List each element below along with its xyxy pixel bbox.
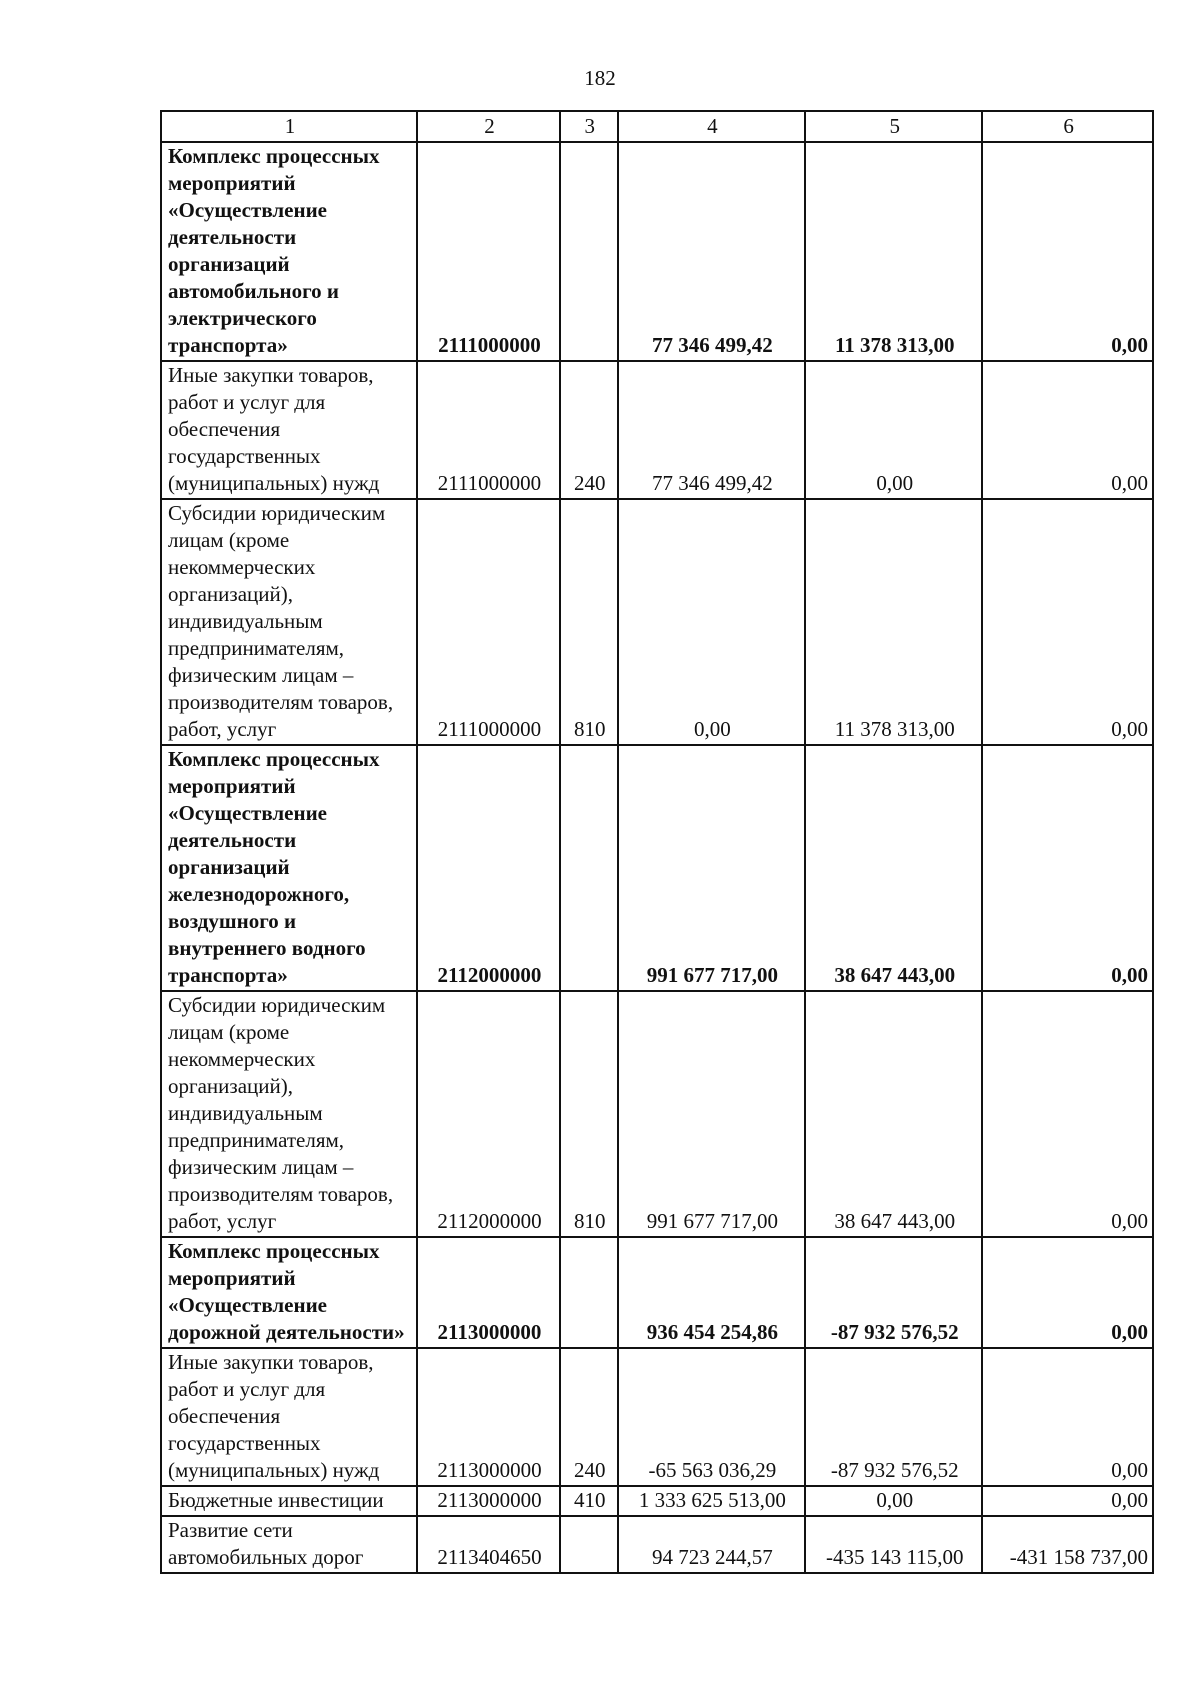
- expense-type-cell: [560, 1516, 618, 1573]
- expense-type-cell: [560, 1237, 618, 1348]
- code-cell: 2111000000: [417, 142, 560, 361]
- header-cell-3: 3: [560, 111, 618, 142]
- name-cell: Комплекс процессных мероприятий «Осуществление деятельности организаций автомобильного и электрического транспорта»: [161, 142, 417, 361]
- amount-cell-5: 11 378 313,00: [805, 499, 982, 745]
- amount-cell-6: 0,00: [982, 361, 1153, 499]
- header-cell-2: 2: [417, 111, 560, 142]
- code-cell: 2113000000: [417, 1237, 560, 1348]
- program-row: [161, 1237, 1153, 1348]
- amount-cell-5: -87 932 576,52: [805, 1237, 982, 1348]
- amount-cell-4: 991 677 717,00: [618, 745, 806, 991]
- code-cell: 2113000000: [417, 1348, 560, 1486]
- page-number: 182: [584, 66, 616, 90]
- amount-cell-4: 94 723 244,57: [618, 1516, 806, 1573]
- expense-type-cell: 810: [560, 991, 618, 1237]
- name-cell: Комплекс процессных мероприятий «Осуществление дорожной деятельности»: [161, 1237, 417, 1348]
- name-cell: Субсидии юридическим лицам (кроме некоммерческих организаций), индивидуальным предпринимателям, физическим лицам – производителям товаров, работ, услуг: [161, 499, 417, 745]
- header-cell-6: 6: [982, 111, 1153, 142]
- amount-cell-5: 11 378 313,00: [805, 142, 982, 361]
- expense-type-cell: 410: [560, 1486, 618, 1516]
- table-row: [161, 1516, 1153, 1573]
- expense-type-cell: 810: [560, 499, 618, 745]
- amount-cell-5: 38 647 443,00: [805, 991, 982, 1237]
- program-row: [161, 142, 1153, 361]
- name-cell: Иные закупки товаров, работ и услуг для обеспечения государственных (муниципальных) нужд: [161, 1348, 417, 1486]
- amount-cell-6: 0,00: [982, 1237, 1153, 1348]
- name-cell: Субсидии юридическим лицам (кроме некоммерческих организаций), индивидуальным предпринимателям, физическим лицам – производителям товаров, работ, услуг: [161, 991, 417, 1237]
- code-cell: 2112000000: [417, 991, 560, 1237]
- amount-cell-5: 0,00: [805, 361, 982, 499]
- header-row: [161, 111, 1153, 142]
- amount-cell-6: 0,00: [982, 745, 1153, 991]
- table-row: [161, 1486, 1153, 1516]
- code-cell: 2113404650: [417, 1516, 560, 1573]
- amount-cell-4: 936 454 254,86: [618, 1237, 806, 1348]
- amount-cell-4: 0,00: [618, 499, 806, 745]
- name-cell: Бюджетные инвестиции: [161, 1486, 417, 1516]
- table-row: [161, 361, 1153, 499]
- budget-table: [160, 110, 1154, 1574]
- program-row: [161, 745, 1153, 991]
- code-cell: 2111000000: [417, 361, 560, 499]
- table-row: [161, 1348, 1153, 1486]
- name-cell: Комплекс процессных мероприятий «Осуществление деятельности организаций железнодорожного, воздушного и внутреннего водного транспорта»: [161, 745, 417, 991]
- table-body: [161, 142, 1153, 1573]
- amount-cell-4: -65 563 036,29: [618, 1348, 806, 1486]
- amount-cell-5: 0,00: [805, 1486, 982, 1516]
- amount-cell-6: 0,00: [982, 991, 1153, 1237]
- amount-cell-6: 0,00: [982, 1348, 1153, 1486]
- code-cell: 2113000000: [417, 1486, 560, 1516]
- table-row: [161, 499, 1153, 745]
- amount-cell-4: 1 333 625 513,00: [618, 1486, 806, 1516]
- expense-type-cell: [560, 745, 618, 991]
- amount-cell-6: 0,00: [982, 142, 1153, 361]
- amount-cell-6: -431 158 737,00: [982, 1516, 1153, 1573]
- amount-cell-4: 77 346 499,42: [618, 361, 806, 499]
- header-cell-5: 5: [805, 111, 982, 142]
- table-row: [161, 991, 1153, 1237]
- name-cell: Иные закупки товаров, работ и услуг для обеспечения государственных (муниципальных) нужд: [161, 361, 417, 499]
- amount-cell-6: 0,00: [982, 1486, 1153, 1516]
- amount-cell-4: 991 677 717,00: [618, 991, 806, 1237]
- expense-type-cell: 240: [560, 361, 618, 499]
- header-cell-1: 1: [161, 111, 417, 142]
- header-cell-4: 4: [618, 111, 806, 142]
- expense-type-cell: [560, 142, 618, 361]
- amount-cell-4: 77 346 499,42: [618, 142, 806, 361]
- amount-cell-5: 38 647 443,00: [805, 745, 982, 991]
- code-cell: 2111000000: [417, 499, 560, 745]
- name-cell: Развитие сети автомобильных дорог: [161, 1516, 417, 1573]
- code-cell: 2112000000: [417, 745, 560, 991]
- amount-cell-5: -87 932 576,52: [805, 1348, 982, 1486]
- expense-type-cell: 240: [560, 1348, 618, 1486]
- amount-cell-6: 0,00: [982, 499, 1153, 745]
- amount-cell-5: -435 143 115,00: [805, 1516, 982, 1573]
